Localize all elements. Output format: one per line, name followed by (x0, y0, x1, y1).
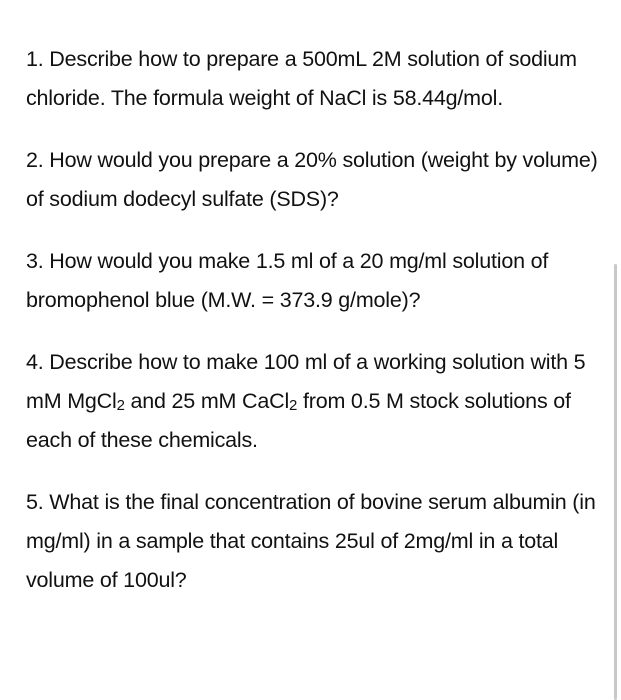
question-4-part-2: and 25 mM CaCl (124, 389, 290, 413)
question-4-part-3: from 0.5 M stock solutions of each of these chemicals. (26, 389, 571, 452)
question-2: 2. How would you prepare a 20% solution (weight by volume) of sodium dodecyl sulfate (SDS)? (26, 148, 598, 211)
question-1: 1. Describe how to prepare a 500mL 2M solution of sodium chloride. The formula weight of NaCl is 58.44g/mol. (26, 47, 577, 110)
question-4-part-1: 4. Describe how to make 100 ml of a working solution with 5 mM MgCl (26, 350, 586, 413)
question-list (26, 40, 601, 623)
question-3: 3. How would you make 1.5 ml of a 20 mg/ml solution of bromophenol blue (M.W. = 373.9 g/mole)? (26, 249, 549, 312)
question-4-subscript-2: 2 (289, 397, 298, 414)
question-4-subscript-1: 2 (116, 397, 125, 414)
vertical-scrollbar[interactable] (612, 264, 621, 700)
scrollbar-thumb[interactable] (614, 264, 617, 700)
question-4 (26, 343, 601, 460)
question-5: 5. What is the final concentration of bovine serum albumin (in mg/ml) in a sample that contains 25ul of 2mg/ml in a total volume of 100ul? (26, 490, 596, 592)
